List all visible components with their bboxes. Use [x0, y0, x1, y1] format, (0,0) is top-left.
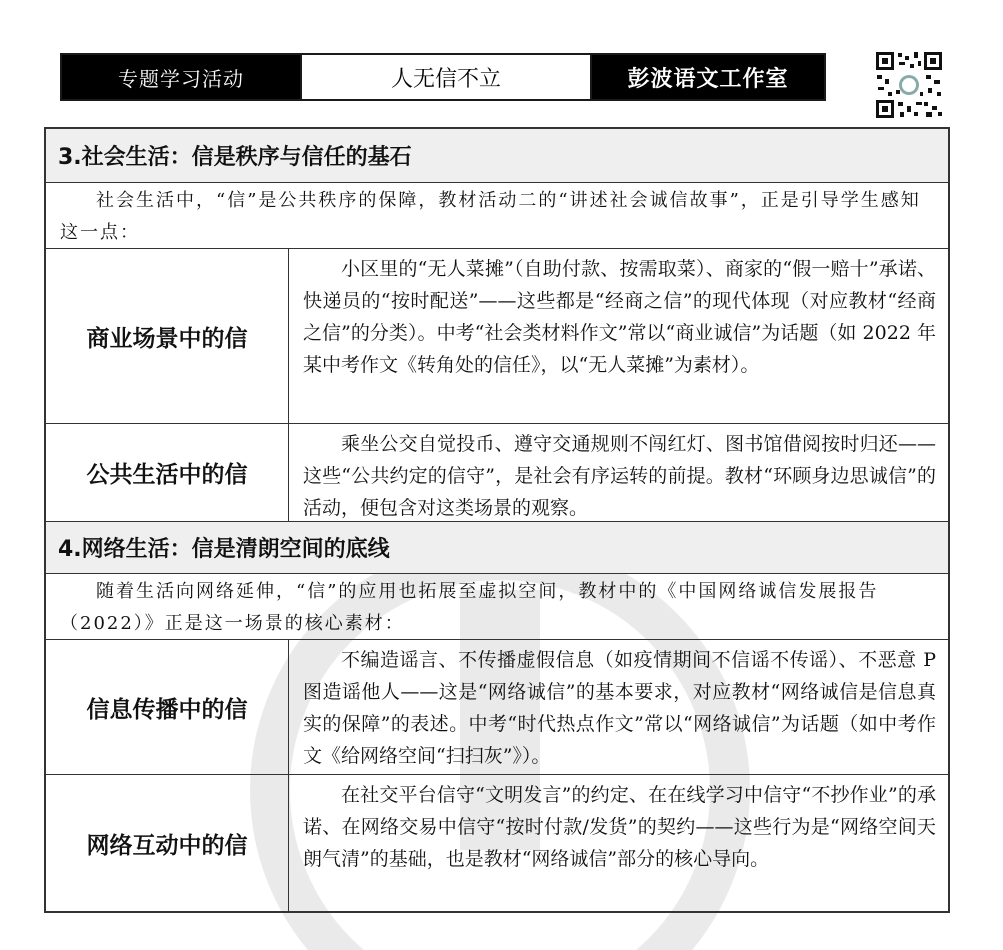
qr-code-icon[interactable]: [874, 50, 944, 120]
row-label-public-life: 公共生活中的信: [46, 424, 289, 521]
section-3-title: 3.社会生活：信是秩序与信任的基石: [46, 129, 948, 183]
row-label-online-interaction: 网络互动中的信: [46, 775, 289, 911]
row-body-online-interaction: [289, 775, 948, 911]
table-row: [46, 775, 948, 911]
section-4-title: 4.网络生活：信是清朗空间的底线: [46, 522, 948, 574]
row-label-info-spread: 信息传播中的信: [46, 640, 289, 774]
header-tab-topic: 人无信不立: [300, 55, 592, 99]
row-body-info-spread: [289, 640, 948, 774]
section-4-intro: [46, 574, 948, 640]
content-table: [44, 127, 950, 913]
header-tab-activity: 专题学习活动: [62, 55, 300, 99]
row-text-info-spread: 不编造谣言、不传播虚假信息（如疫情期间不信谣不传谣）、不恶意 P 图造谣他人——这是“网络诚信”的基本要求，对应教材“网络诚信是信息真实的保障”的表述。中考“时代热点作文”常以“网络诚信”为话题（如中考作文《给网络空间“扫扫灰”》）。: [303, 649, 936, 767]
row-text-public-life: 乘坐公交自觉投币、遵守交通规则不闯红灯、图书馆借阅按时归还——这些“公共约定的信守”，是社会有序运转的前提。教材“环顾身边思诚信”的活动，便包含对这类场景的观察。: [303, 433, 936, 519]
header-bar: [60, 53, 826, 101]
section-3-intro-text: 社会生活中，“信”是公共秩序的保障，教材活动二的“讲述社会诚信故事”，正是引导学生感知这一点：: [60, 190, 921, 243]
row-body-commerce: [289, 249, 948, 423]
section-4-intro-text: 随着生活向网络延伸，“信”的应用也拓展至虚拟空间，教材中的《中国网络诚信发展报告（2022）》正是这一场景的核心素材：: [60, 581, 879, 634]
table-row: [46, 249, 948, 424]
row-text-online-interaction: 在社交平台信守“文明发言”的约定、在在线学习中信守“不抄作业”的承诺、在网络交易中信守“按时付款/发货”的契约——这些行为是“网络空间天朗气清”的基础，也是教材“网络诚信”部分的核心导向。: [303, 784, 936, 870]
row-label-commerce: 商业场景中的信: [46, 249, 289, 423]
row-body-public-life: [289, 424, 948, 521]
table-row: [46, 424, 948, 522]
table-row: [46, 640, 948, 775]
row-text-commerce: 小区里的“无人菜摊”（自助付款、按需取菜）、商家的“假一赔十”承诺、快递员的“按时配送”——这些都是“经商之信”的现代体现（对应教材“经商之信”的分类）。中考“社会类材料作文”常以“商业诚信”为话题（如 2022 年某中考作文《转角处的信任》，以“无人菜摊”为素材）。: [303, 258, 936, 376]
header-tab-studio: 彭波语文工作室: [592, 55, 824, 99]
section-3-intro: [46, 183, 948, 249]
